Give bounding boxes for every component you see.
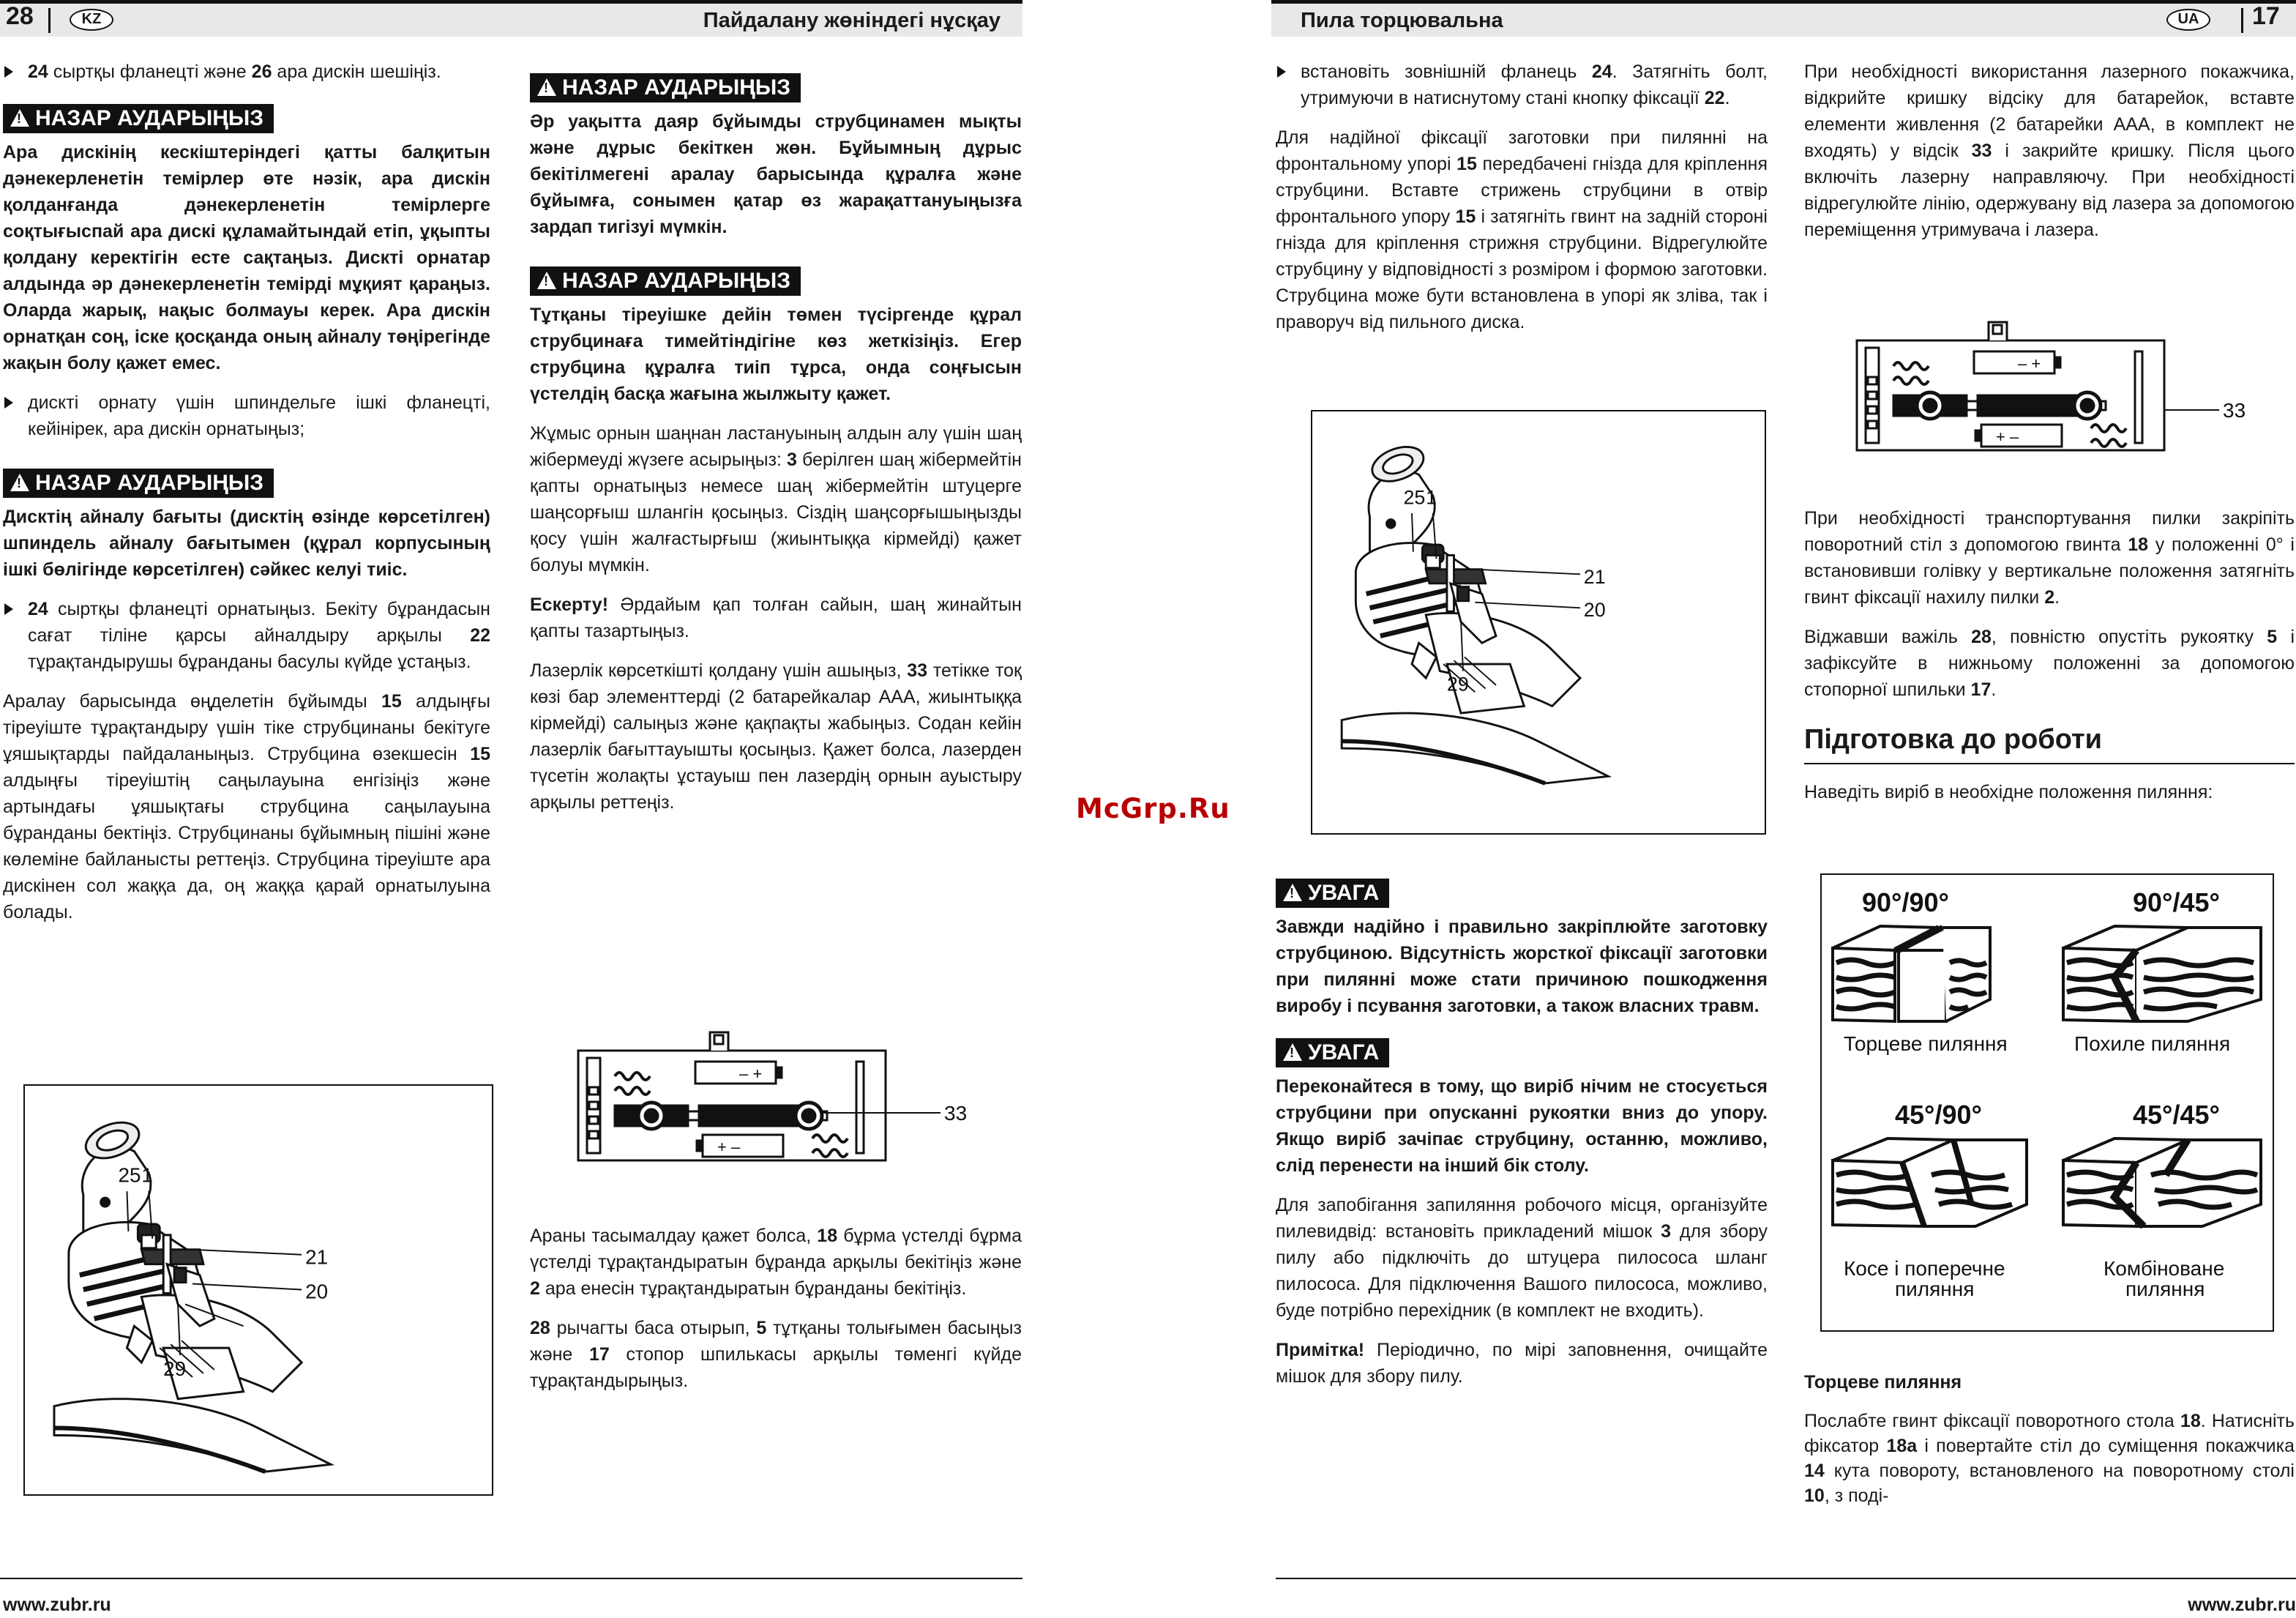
callout-label: 1 — [1426, 486, 1437, 509]
cut-label: Торцеве пиляння — [1844, 1032, 2008, 1055]
left-header-title: Пайдалану жөніндегі нұсқау — [703, 9, 1001, 32]
warning-label: !НАЗАР АУДАРЫҢЫЗ — [3, 469, 274, 498]
paragraph: Араны тасымалдау қажет болса, 18 бұрма үстелді бұрма үстелді тұрақтандыратын бұранда арқылы бекітіңіз және 2 ара енесін тұрақтандыратын бұранданы бекітіңіз. — [530, 1226, 1022, 1299]
battery-figure — [1850, 307, 2274, 483]
warning-text: Әр уақытта даяр бұйымды струбцинамен мықты және дұрыс бекіткен жөн. Бұйымның дұрыс бекітілмегені аралау барысында құралға және бұйымға, сонымен қатар өз жарақаттануыңызға зардап тигізуі мүмкін. — [530, 111, 1022, 237]
paragraph: 28 рычагты баса отырып, 5 тұтқаны толығымен басыңыз және 17 стопор шпилькасы арқылы төменгі күйде тұрақтандырыңыз. — [530, 1318, 1022, 1391]
right-header-title: Пила торцювальна — [1301, 9, 1503, 32]
left-page-number: 28 — [6, 2, 34, 30]
lang-badge-ua: UA — [2166, 9, 2210, 31]
note-paragraph: Примітка! Періодично, по мірі заповнення, очищайте мішок для збору пилу. — [1276, 1340, 1768, 1387]
lang-badge-kz: KZ — [70, 9, 113, 31]
battery-polarity: – + — [739, 1065, 763, 1083]
footer-rule — [0, 1578, 1022, 1579]
callout-label: 25 — [118, 1163, 141, 1187]
left-column-2 — [530, 73, 1022, 829]
warning-text: Завжди надійно і правильно закріплюйте заготовку струбциною. Відсутність жорсткої фіксації заготовки при пилянні може стати причиною пошкодження виробу і псування заготовки, а також власних травм. — [1276, 917, 1768, 1016]
left-footer-url[interactable]: www.zubr.ru — [3, 1595, 111, 1615]
paragraph: Послабте гвинт фіксації поворотного стола 18. Натисніть фіксатор 18а і повертайте стіл до суміщення покажчика 14 кута повороту, встановленого на поворотному столі 10, з поді- — [1804, 1411, 2295, 1506]
right-header — [1271, 0, 2296, 37]
cuts-drawing — [1822, 875, 2272, 1330]
watermark: McGrp.Ru — [1076, 793, 1230, 824]
bullet-marker — [4, 603, 13, 615]
wood-block-45-45 — [2063, 1138, 2261, 1226]
paragraph: Наведіть виріб в необхідне положення пиляння: — [1804, 782, 2213, 802]
right-column-2 — [1804, 59, 2295, 256]
bullet-marker — [1277, 66, 1286, 78]
header-separator — [48, 8, 51, 33]
cut-label: Комбіноване — [2104, 1257, 2225, 1280]
note-paragraph: Ескерту! Әрдайым қап толған сайын, шаң жинайтын қапты тазартыңыз. — [530, 594, 1022, 641]
warning-icon — [537, 272, 556, 289]
warning-icon — [10, 109, 29, 127]
warning-text: Переконайтеся в тому, що виріб нічим не стосується струбцини при опусканні рукоятки вниз до упору. Якщо виріб зачіпає струбцину, останню, можливо, слід перенести на інший бік столу. — [1276, 1076, 1768, 1176]
callout-label: 1 — [141, 1163, 153, 1187]
footer-rule — [1276, 1578, 2296, 1579]
warning-icon — [1283, 1043, 1302, 1061]
right-footer-url[interactable]: www.zubr.ru — [2188, 1595, 2296, 1615]
header-separator — [2241, 8, 2243, 33]
warning-label: !НАЗАР АУДАРЫҢЫЗ — [3, 104, 274, 133]
callout-label: 20 — [1583, 598, 1606, 621]
cut-title: 45°/45° — [2133, 1100, 2220, 1130]
cut-label: пиляння — [1895, 1278, 1975, 1300]
paragraph: Для надійної фіксації заготовки при пилянні на фронтальному упорі 15 передбачені гнізда для кріплення струбцини. Вставте стрижень струбцини в отвір фронтального упору 15 і затягніть гвинт на задній стороні гнізда для кріплення стрижня струбцини. Відрегулюйте струбцину у відповідності з розміром і формою заготовки. Струбцина може бути встановлена в упорі як зліва, так і праворуч від пильного диска. — [1276, 127, 1768, 332]
paragraph: При необхідності використання лазерного покажчика, відкрийте кришку відсіку для батарейок, вставте елементи живлення (2 батарейки AAA, в комплект не входять) у відсік 33 і закрийте кришку. Після цього включіть лазерну направляючу. При необхідності відрегулюйте лінію, одержувану від лазера за допомогою переміщення утримувача і лазера. — [1804, 61, 2295, 240]
paragraph: Віджавши важіль 28, повністю опустіть рукоятку 5 і зафіксуйте в нижньому положенні за допомогою стопорної шпильки 17. — [1804, 627, 2295, 700]
callout-label: 33 — [2223, 399, 2246, 422]
paragraph: При необхідності транспортування пилки закріпіть поворотний стіл з допомогою гвинта 18 у положенні 0° і встановивши голівку у вертикальне положення затягніть гвинт фіксації нахилу пилки 2. — [1804, 508, 2295, 608]
bullet-item: дискті орнату үшін шпиндельге ішкі фланецті, кейінірек, ара дискін орнатыңыз; — [3, 389, 490, 442]
cut-title: 90°/90° — [1862, 887, 1949, 917]
bullet-marker — [4, 397, 13, 409]
callout-label: 25 — [1403, 486, 1426, 509]
wood-block-90-90 — [1833, 926, 1990, 1021]
warning-icon — [10, 474, 29, 491]
right-column-2-middle — [1804, 505, 2295, 819]
callout-label: 21 — [305, 1245, 329, 1269]
paragraph: Для запобігання запиляння робочого місця, організуйте пилевидвід: встановіть прикладений мішок 3 для збору пилу або підключіть до штуцера пилососа шланг пилососа. Для підключення Вашого пилососа, можливо, буде потрібно перехідник (в комплект не входить). — [1276, 1195, 1768, 1321]
callout-label: 20 — [305, 1280, 329, 1303]
battery-polarity: – + — [2018, 354, 2041, 373]
warning-icon — [1283, 884, 1302, 901]
clamp-drawing — [25, 1086, 491, 1494]
cut-label: Похиле пиляння — [2074, 1032, 2231, 1055]
warning-text: Дисктің айналу бағыты (дисктің өзінде көрсетілген) шпиндель айналу бағытымен (құрал корпусының ішкі бөлігінде көрсетілген) сәйкес келуі тиіс. — [3, 507, 490, 580]
callout-label: 29 — [1446, 673, 1469, 696]
clamp-drawing — [1312, 411, 1764, 832]
battery-figure — [571, 1018, 995, 1193]
warning-text: Тұтқаны тіреуішке дейін төмен түсіргенде құрал струбцинаға тимейтіндігіне көз жеткізіңіз. Егер струбцина құралға тиіп тұрса, онда соңғысын үстелдің басқа жағына жылжыту қажет. — [530, 305, 1022, 404]
subsection-title: Торцеве пиляння — [1804, 1372, 1962, 1393]
clamp-figure — [1311, 410, 1766, 835]
paragraph: Лазерлік көрсеткішті қолдану үшін ашыңыз, 33 тетікке тоқ көзі бар элементтерді (2 батарейкалар AAA, жиынтыққа кірмейді) салыңыз және қақпақты жабыңыз. Содан кейін лазерлік бағыттауышты қосыңыз. Қажет болса, лазерден түсетін жолақты ұстауыш пен лазердің орнын ауыстыру арқылы реттеңіз. — [530, 660, 1022, 813]
warning-label: !НАЗАР АУДАРЫҢЫЗ — [530, 73, 801, 102]
right-page-number: 17 — [2252, 2, 2280, 30]
section-title: Підготовка до роботи — [1804, 723, 2295, 764]
right-column-1-bottom — [1276, 879, 1768, 1403]
cut-label: Косе і поперечне — [1844, 1257, 2005, 1280]
left-page — [0, 0, 1025, 1618]
callout-label: 21 — [1583, 565, 1606, 588]
left-column-2-bottom — [530, 1223, 1022, 1407]
left-column-1 — [3, 59, 490, 939]
right-column-2-bottom — [1804, 1347, 2295, 1521]
warning-label: !УВАГА — [1276, 1038, 1389, 1067]
battery-polarity: + – — [717, 1138, 741, 1156]
bullet-item: 24 сыртқы фланецті орнатыңыз. Бекіту бұрандасын сағат тіліне қарсы айналдыру арқылы 22 тұрақтандырушы бұранданы басулы күйде ұстаңыз. — [3, 596, 490, 675]
wood-block-45-90 — [1833, 1138, 2027, 1226]
cut-title: 90°/45° — [2133, 887, 2220, 917]
bullet-item: 24 сыртқы фланецті және 26 ара дискін шешіңіз. — [3, 59, 490, 85]
right-page — [1271, 0, 2296, 1618]
right-column-1 — [1276, 59, 1768, 348]
battery-polarity: + – — [1996, 428, 2019, 446]
clamp-figure — [23, 1084, 493, 1496]
callout-label: 33 — [944, 1102, 968, 1125]
paragraph: Аралау барысында өңделетін бұйымды 15 алдыңғы тіреуіште тұрақтандыру үшін тіке струбцинаны бекітуге ұяшықтарды пайдаланыңыз. Струбцина өзекшесін 15 алдыңғы тіреуіштің саңылауына енгізіңіз және артындағы ұяшықтағы струбцина саңылауына бұранданы бектіңіз. Струбцинаны бұйымның пішіні және көлеміне байланысты реттеңіз. Струбцина тіреуіште ара дискінен сол жаққа да, оң жаққа қарай орнатылуына болады. — [3, 691, 490, 922]
cuts-figure — [1820, 873, 2274, 1332]
callout-label: 29 — [163, 1357, 187, 1380]
cut-label: пиляння — [2125, 1278, 2205, 1300]
cut-title: 45°/90° — [1895, 1100, 1982, 1130]
warning-label: !НАЗАР АУДАРЫҢЫЗ — [530, 266, 801, 296]
bullet-marker — [4, 66, 13, 78]
warning-text: Ара дискінің кескіштеріндегі қатты балқитын дәнекерленетін темірлер өте нәзік, ара дискін қолданғанда дәнекерленетін темірлерге соқтығыспай ара дискі құламайтындай етіп, ұқыпты қолдану керектігін есте сақтаңыз. Дискті орнатар алдында әр дәнекерленетін темірді мұқият қараңыз. Оларда жарық, нақыс болмауы керек. Ара дискін орнатқан соң, іске қосқанда оның айналу төңірегінде жақын болу қажет емес. — [3, 142, 490, 373]
warning-icon — [537, 78, 556, 96]
left-header — [0, 0, 1022, 37]
warning-label: !УВАГА — [1276, 879, 1389, 908]
wood-block-90-45 — [2063, 926, 2261, 1021]
paragraph: Жұмыс орнын шаңнан ластануының алдын алу үшін шаң жібермеуді жүзеге асырыңыз: 3 берілген шаң жібермейтін қапты орнатыңыз немесе шаң жібермейтін штуцерге шаңсорғыш шлангін қосыңыз. Сіздің шаңсорғышыңызды қосу үшін жалғастырғыш (жиынтыққа кірмейді) қажет болуы мүмкін. — [530, 423, 1022, 575]
bullet-item: встановіть зовнішній фланець 24. Затягніть болт, утримуючи в натиснутому стані кнопку фіксації 22. — [1276, 59, 1768, 111]
